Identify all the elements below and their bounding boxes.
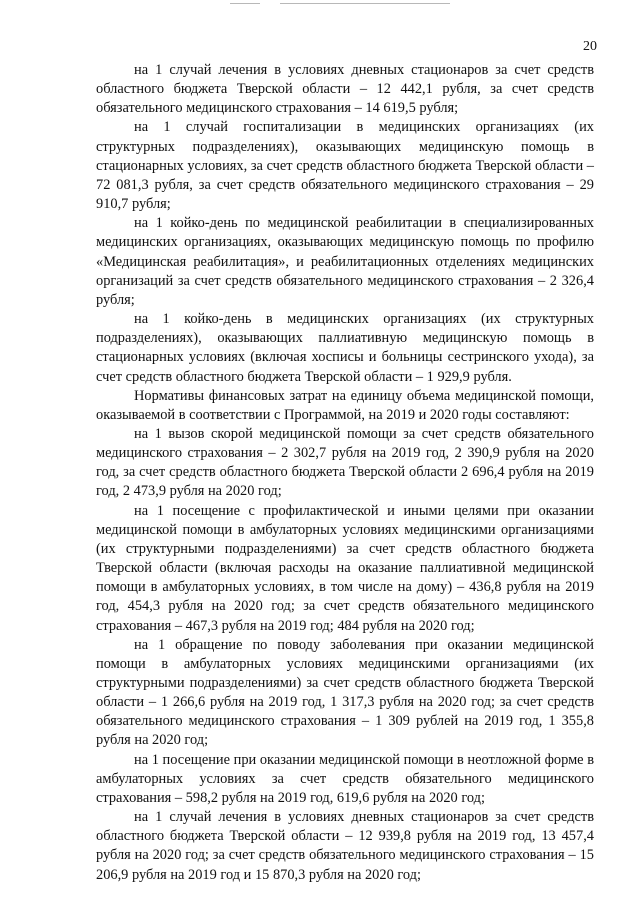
document-body [96,61,594,885]
paragraph-rehabilitation-bed-day: на 1 койко-день по медицинской реабилитации в специализированных медицинских организациях, оказывающих медицинскую помощь по профилю «Медицинская реабилитация», и реабилитационных отделениях медицинских организаций за счет средств обязательного медицинского страхования – 2 326,4 рубля; [96,215,594,308]
paragraph-day-hospital-case: на 1 случай лечения в условиях дневных стационаров за счет средств областного бюджета Тверской области – 12 442,1 рубля, за счет средств обязательного медицинского страхования – 14 619,5 рубля; [96,62,594,117]
paragraph-preventive-visit: на 1 посещение с профилактической и иными целями при оказании медицинской помощи в амбулаторных условиях медицинскими организациями (их структурными подразделениями) за счет средств областного бюджета Тверской области (включая расходы на оказание паллиативной медицинской помощи в амбулаторных условиях, в том числе на дому) – 436,8 рубля на 2019 год, 454,3 рубля на 2020 год; за счет средств обязательного медицинского страхования – 467,3 рубля на 2019 год; 484 рубля на 2020 год; [96,502,594,634]
paragraph-hospitalization-case: на 1 случай госпитализации в медицинских организациях (их структурных подразделениях), оказывающих медицинскую помощь в стационарных условиях, за счет средств областного бюджета Тверской области – 72 081,3 рубля, за счет средств обязательного медицинского страхования – 29 910,7 рубля; [96,119,594,213]
paragraph-day-hospital-case-2019-2020: на 1 случай лечения в условиях дневных стационаров за счет средств областного бюджета Тверской области – 12 939,8 рубля на 2019 год, 13 457,4 рубля на 2020 год; за счет средств обязательного медицинского страхования – 15 206,9 рубля на 2019 год и 15 870,3 рубля на 2020 год; [96,809,594,883]
scan-artifact-line [230,3,260,4]
paragraph-ambulance-call: на 1 вызов скорой медицинской помощи за счет средств обязательного медицинского страхования – 2 302,7 рубля на 2019 год, 2 390,9 рубля на 2020 год, за счет средств областного бюджета Тверской области 2 696,4 рубля на 2019 год, 2 473,9 рубля на 2020 год; [96,425,594,500]
paragraph-disease-appeal: на 1 обращение по поводу заболевания при оказании медицинской помощи в амбулаторных условиях медицинскими организациями (их структурными подразделениями) за счет средств областного бюджета Тверской области – 1 266,6 рубля на 2019 год, 1 317,3 рубля на 2020 год; за счет средств обязательного медицинского страхования – 1 309 рублей на 2019 год, 1 355,8 рубля на 2020 год; [96,636,594,749]
paragraph-palliative-bed-day: на 1 койко-день в медицинских организациях (их структурных подразделениях), оказывающих паллиативную медицинскую помощь в стационарных условиях (включая хосписы и больницы сестринского ухода), за счет средств областного бюджета Тверской области – 1 929,9 рубля. [96,311,594,385]
paragraph-urgent-care-visit: на 1 посещение при оказании медицинской помощи в неотложной форме в амбулаторных условиях за счет средств обязательного медицинского страхования – 598,2 рубля на 2019 год, 619,6 рубля на 2020 год; [96,751,594,806]
paragraph-financial-standards-intro: Нормативы финансовых затрат на единицу объема медицинской помощи, оказываемой в соответствии с Программой, на 2019 и 2020 годы составляют: [96,387,594,423]
page-number: 20 [583,39,597,54]
scan-artifact-line [280,3,450,4]
